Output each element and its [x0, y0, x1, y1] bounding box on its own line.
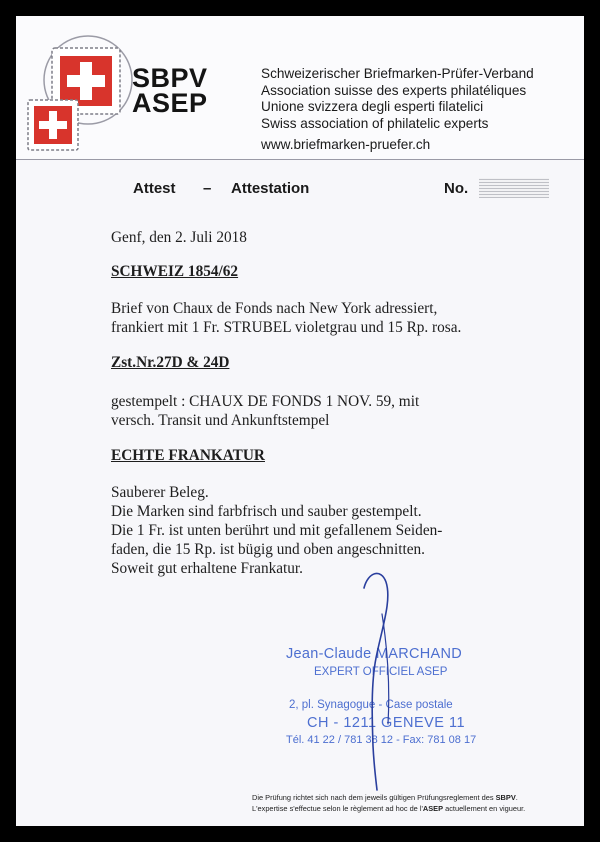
condition-line-5: Soweit gut erhaltene Frankatur. [111, 560, 304, 577]
country-heading: SCHWEIZ 1854/62 [111, 263, 239, 280]
footer-fr-text: L'expertise s'effectue selon le règlement ad hoc de l' [252, 804, 423, 813]
condition-line-2: Die Marken sind farbfrisch und sauber gestempelt. [111, 503, 422, 520]
description-line-2: frankiert mit 1 Fr. STRUBEL violetgrau und 15 Rp. rosa. [111, 319, 462, 336]
website-link[interactable]: www.briefmarken-pruefer.ch [261, 137, 431, 152]
brand-line-asep: ASEP [132, 88, 208, 118]
cancel-line-1: gestempelt : CHAUX DE FONDS 1 NOV. 59, mit [111, 393, 420, 410]
verdict-heading: ECHTE FRANKATUR [111, 447, 265, 464]
expert-stamp-name: Jean-Claude MARCHAND [286, 646, 463, 662]
expert-stamp-city: CH - 1211 GENEVE 11 [307, 715, 466, 731]
association-name-it: Unione svizzera degli esperti filatelici [261, 99, 484, 114]
description-line-1: Brief von Chaux de Fonds nach New York adressiert, [111, 300, 438, 317]
certificate-page [16, 16, 584, 826]
cancel-line-2: versch. Transit und Ankunftstempel [111, 412, 330, 429]
attestation-label: Attestation [231, 180, 310, 197]
condition-line-4: faden, die 15 Rp. ist bügig und oben angeschnitten. [111, 541, 425, 558]
expert-stamp-title: EXPERT OFFICIEL ASEP [314, 666, 448, 678]
footer-de-end: . [515, 793, 518, 802]
condition-line-1: Sauberer Beleg. [111, 484, 209, 501]
association-name-fr: Association suisse des experts philatéliques [261, 82, 527, 98]
place-date: Genf, den 2. Juli 2018 [111, 229, 247, 246]
condition-line-3: Die 1 Fr. ist unten berührt und mit gefallenem Seiden- [111, 522, 443, 539]
signature-icon [16, 16, 584, 826]
expert-stamp-phone: Tél. 41 22 / 781 38 12 - Fax: 781 08 17 [286, 734, 477, 746]
attest-dash: – [203, 180, 212, 197]
brand-line-sbpv: SBPV [132, 63, 208, 93]
footer-fr-asep: ASEP [422, 804, 444, 813]
footer-note-fr [252, 803, 572, 814]
certificate-number-label: No. [444, 180, 469, 197]
attest-label: Attest [133, 180, 176, 197]
footer-fr-end: actuellement en vigueur. [443, 804, 526, 813]
association-name-de: Schweizerischer Briefmarken-Prüfer-Verband [261, 66, 534, 81]
catalog-heading: Zst.Nr.27D & 24D [111, 354, 230, 371]
footer-de-sbpv: SBPV [495, 793, 516, 802]
footer-de-text: Die Prüfung richtet sich nach dem jeweils gültigen Prüfungsreglement des [252, 793, 496, 802]
association-name-en: Swiss association of philatelic experts [261, 115, 489, 131]
footer-note-de [252, 792, 572, 803]
expert-stamp-address: 2, pl. Synagogue - Case postale [289, 699, 453, 711]
